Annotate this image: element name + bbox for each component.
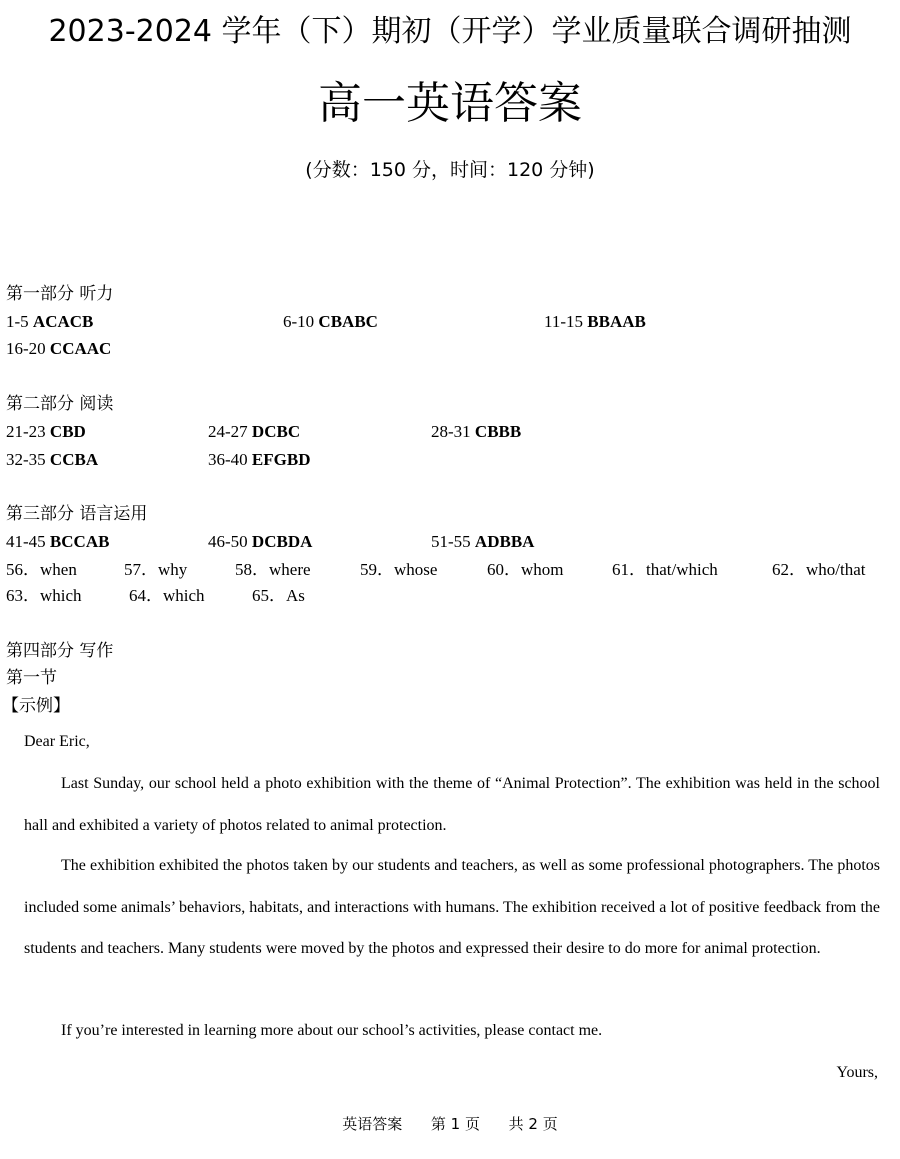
fill-answer: 56．when — [6, 560, 77, 579]
part4-heading: 第四部分 写作 — [6, 641, 114, 661]
footer-total: 共 2 页 — [508, 1115, 558, 1133]
letter-greeting: Dear Eric, — [24, 733, 90, 750]
letter-closing: Yours, — [836, 1064, 878, 1081]
subject-title: 高一英语答案 — [318, 78, 582, 129]
section-heading: 第一节 — [6, 668, 57, 688]
answer-item: 11-15 BBAAB — [544, 312, 646, 331]
answer-row — [0, 311, 900, 333]
answer-item: 21-23 CBD — [6, 422, 86, 441]
part1-heading: 第一部分 听力 — [6, 284, 114, 304]
fill-answer: 61．that/which — [612, 560, 718, 579]
fill-answer: 60．whom — [487, 560, 564, 579]
answer-row — [0, 421, 900, 443]
example-label: 【示例】 — [2, 696, 70, 716]
answer-item: 1-5 ACACB — [6, 312, 94, 331]
fill-answer: 65．As — [252, 586, 305, 605]
letter-paragraph: Last Sunday, our school held a photo exhibition with the theme of “Animal Protection”. The exhibition was held in the school hall and exhibited a variety of photos related to animal protection. — [24, 775, 880, 834]
footer-page: 第 1 页 — [430, 1115, 480, 1133]
answer-item: 16-20 CCAAC — [6, 339, 112, 358]
fill-answer: 59．whose — [360, 560, 438, 579]
fill-answer: 64．which — [129, 586, 205, 605]
fill-row — [0, 585, 900, 607]
fill-answer: 57．why — [124, 560, 188, 579]
fill-answer: 63．which — [6, 586, 82, 605]
answer-item: 24-27 DCBC — [208, 422, 301, 441]
letter-paragraph: The exhibition exhibited the photos taken by our students and teachers, as well as some professional photographers. The photos included some animals’ behaviors, habitats, and interactions with humans. The exhibition received a lot of positive feedback from the students and teachers. Many students were moved by the photos and expressed their desire to do more for animal protection. — [24, 857, 880, 957]
fill-answer: 58．where — [235, 560, 311, 579]
answer-item: 41-45 BCCAB — [6, 532, 110, 551]
answer-row — [0, 338, 900, 360]
answer-item: 51-55 ADBBA — [431, 532, 535, 551]
footer-subject: 英语答案 — [342, 1115, 403, 1133]
answer-item: 28-31 CBBB — [431, 422, 522, 441]
part2-heading: 第二部分 阅读 — [6, 394, 114, 414]
fill-answer: 62．who/that — [772, 560, 866, 579]
letter-paragraph: If you’re interested in learning more about our school’s activities, please contact me. — [61, 1022, 603, 1039]
exam-title: 2023-2024 学年（下）期初（开学）学业质量联合调研抽测 — [48, 14, 852, 49]
answer-item: 46-50 DCBDA — [208, 532, 313, 551]
answer-item: 36-40 EFGBD — [208, 450, 311, 469]
answer-row — [0, 449, 900, 471]
part3-heading: 第三部分 语言运用 — [6, 504, 148, 524]
page-footer — [0, 1114, 900, 1134]
answer-item: 6-10 CBABC — [283, 312, 378, 331]
score-info: (分数：150 分，时间：120 分钟) — [305, 159, 595, 181]
answer-row — [0, 531, 900, 553]
fill-row — [0, 559, 900, 581]
answer-item: 32-35 CCBA — [6, 450, 99, 469]
